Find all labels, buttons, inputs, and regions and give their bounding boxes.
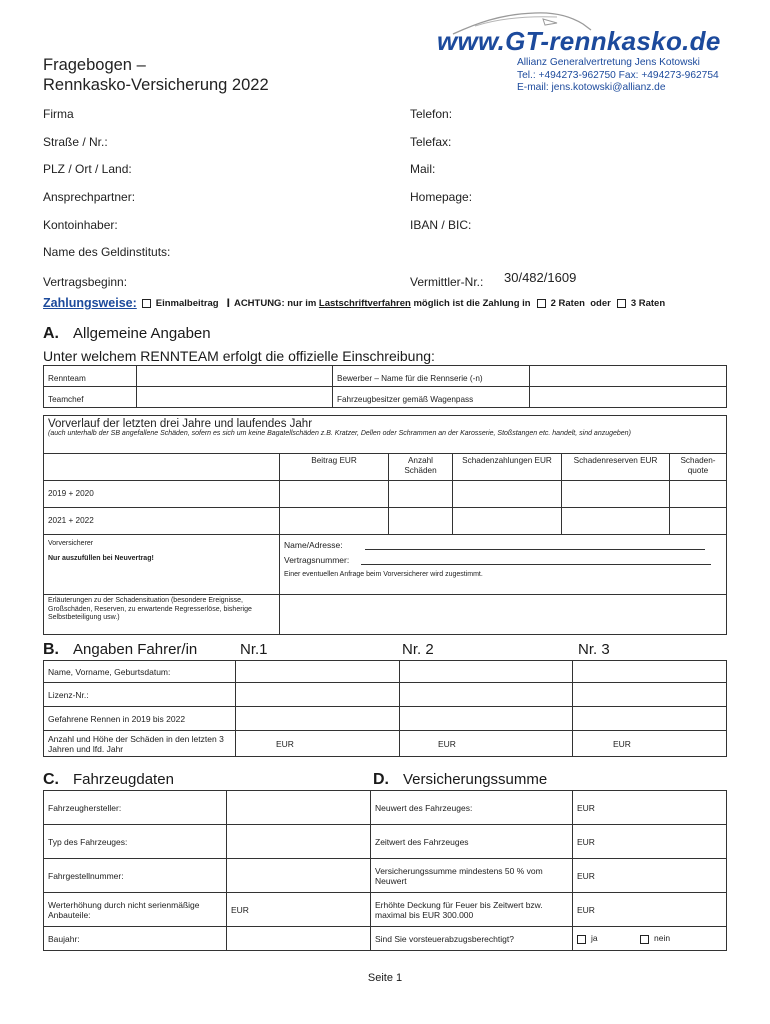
cell-input[interactable] [280,508,389,535]
fahrzeughersteller-label: Fahrzeughersteller: [44,791,227,825]
separator: I [226,296,230,310]
cell-input[interactable] [400,707,573,731]
section-b-letter: B. [43,641,59,658]
bewerber-input[interactable] [530,366,727,387]
cell-input[interactable] [227,927,371,951]
section-a-title: Allgemeine Angaben [73,325,211,342]
field-vermittler-label: Vermittler-Nr.: [410,275,484,289]
versicherungssumme-eur[interactable]: EUR [573,859,727,893]
zeitwert-eur[interactable]: EUR [573,825,727,859]
col-schadenzahlungen: Schadenzahlungen EUR [453,454,562,481]
option-3-raten: 3 Raten [630,297,666,309]
neuwert-eur[interactable]: EUR [573,791,727,825]
vorverlauf-header [44,416,727,454]
col-schadenquote: Schaden-quote [670,454,727,481]
field-mail[interactable]: Mail: [410,162,436,176]
section-d-heading [373,771,547,789]
contact-agency: Allianz Generalvertretung Jens Kotowski [517,57,700,68]
row-2019-2020: 2019 + 2020 [44,481,280,508]
vorverlauf-empty-head [44,454,280,481]
cell-input[interactable] [389,508,453,535]
rennteam-input[interactable] [137,366,333,387]
fahrer-rennen-label: Gefahrene Rennen in 2019 bis 2022 [44,707,236,731]
vorversicherer-details [280,535,727,595]
fahrer-table [43,660,727,757]
fahrzeugbesitzer-label: Fahrzeugbesitzer gemäß Wagenpass [333,387,530,408]
werterhoehung-label: Werterhöhung durch nicht serienmäßige Anbauteile: [44,893,227,927]
anfrage-note: Einer eventuellen Anfrage beim Vorversicherer wird zugestimmt. [284,571,483,578]
rennteam-label: Rennteam [44,366,137,387]
fahrer3-eur[interactable]: EUR [573,731,727,757]
name-adresse-label: Name/Adresse: [284,540,343,550]
section-a-heading [43,325,211,343]
vorversicherer-label: Vorversicherer [48,540,94,547]
cell-input[interactable] [236,683,400,707]
cell-input[interactable] [573,683,727,707]
field-ansprechpartner[interactable]: Ansprechpartner: [43,190,136,204]
brand-logo-text: www.GT-rennkasko.de [437,26,721,56]
field-iban-bic[interactable]: IBAN / BIC: [410,218,472,232]
cell-input[interactable] [236,661,400,683]
feuer-deckung-eur[interactable]: EUR [573,893,727,927]
cell-input[interactable] [227,791,371,825]
section-b-title: Angaben Fahrer/in [73,641,198,658]
col-anzahl: Anzahl Schäden [389,454,453,481]
oder-text: oder [590,297,611,309]
contact-email: E-mail: jens.kotowski@allianz.de [517,82,666,93]
page-footer: Seite 1 [367,972,403,984]
cell-input[interactable] [236,707,400,731]
section-c-letter: C. [43,771,59,788]
zeitwert-label: Zeitwert des Fahrzeuges [371,825,573,859]
contact-phone: Tel.: +494273-962750 Fax: +494273-962754 [517,69,719,81]
field-firma[interactable]: Firma [43,107,74,121]
driver-nr1: Nr.1 [240,641,268,658]
neuwert-label: Neuwert des Fahrzeuges: [371,791,573,825]
baujahr-label: Baujahr: [44,927,227,951]
field-geldinstitut[interactable]: Name des Geldinstituts: [43,245,171,259]
teamchef-label: Teamchef [44,387,137,408]
cell-input[interactable] [400,661,573,683]
row-2021-2022: 2021 + 2022 [44,508,280,535]
field-telefax[interactable]: Telefax: [410,135,452,149]
field-telefon[interactable]: Telefon: [410,107,453,121]
fahrzeug-table [43,790,727,951]
vorverlauf-title: Vorverlauf der letzten drei Jahre und laufendes Jahr [48,418,313,430]
fahrer1-eur[interactable]: EUR [236,731,400,757]
cell-input[interactable] [562,508,670,535]
checkbox-ja[interactable] [577,935,586,944]
bewerber-label: Bewerber – Name für die Rennserie (-n) [333,366,530,387]
neuvertrag-note: Nur auszufüllen bei Neuvertrag! [48,554,154,562]
vorversicherer-cell [44,535,280,595]
name-adresse-line[interactable] [365,549,705,550]
fahrer-lizenz-label: Lizenz-Nr.: [44,683,236,707]
feuer-deckung-label: Erhöhte Deckung für Feuer bis Zeitwert bzw. maximal bis EUR 300.000 [371,893,573,927]
moeglich-text: möglich ist die Zahlung in [413,297,531,309]
page-title [43,55,269,95]
cell-input[interactable] [453,508,562,535]
checkbox-2-raten[interactable] [537,299,546,308]
section-d-title: Versicherungssumme [403,771,548,788]
cell-input[interactable] [400,683,573,707]
versicherungssumme-label: Versicherungssumme mindestens 50 % vom Neuwert [371,859,573,893]
werterhoehung-eur[interactable]: EUR [227,893,371,927]
vorsteuer-label: Sind Sie vorsteuerabzugsberechtigt? [371,927,573,951]
option-einmalbeitrag: Einmalbeitrag [155,297,219,309]
checkbox-3-raten[interactable] [617,299,626,308]
field-kontoinhaber[interactable]: Kontoinhaber: [43,218,118,232]
fahrer-name-label: Name, Vorname, Geburtsdatum: [44,661,236,683]
vorverlauf-note: (auch unterhalb der SB angefallene Schäden, sofern es sich um keine Bagatellschäden z.B. Kratzer, Dellen oder Schrammen an der Karosserie, Stoßstangen etc. handelt, sind anzugeben) [48,430,631,437]
vertragsnummer-line[interactable] [361,564,711,565]
cell-input[interactable] [562,481,670,508]
teamchef-input[interactable] [137,387,333,408]
fahrzeugbesitzer-input[interactable] [530,387,727,408]
col-beitrag: Beitrag EUR [280,454,389,481]
driver-nr3: Nr. 3 [578,641,610,658]
cell-input[interactable] [573,661,727,683]
col-schadenreserven: Schadenreserven EUR [562,454,670,481]
vertragsnummer-label: Vertragsnummer: [284,555,350,565]
erlaeuterung-input[interactable] [280,595,727,635]
title-line-1: Fragebogen – [43,56,146,74]
zahlungsweise-label: Zahlungsweise: [43,296,137,310]
checkbox-einmalbeitrag[interactable] [142,299,151,308]
field-homepage[interactable]: Homepage: [410,190,473,204]
erlaeuterung-label: Erläuterungen zu der Schadensituation (besondere Ereignisse, Großschäden, Reserven, zu erwartende Regresserlöse, bisherige Selbstbeteiligung usw.) [44,595,280,635]
lastschrift-text: Lastschriftverfahren [318,297,411,309]
cell-input[interactable] [453,481,562,508]
fahrer2-eur[interactable]: EUR [400,731,573,757]
driver-nr2: Nr. 2 [402,641,434,658]
field-strasse[interactable]: Straße / Nr.: [43,135,108,149]
contact-block [517,57,719,95]
cell-input[interactable] [227,825,371,859]
field-plz-ort[interactable]: PLZ / Ort / Land: [43,162,132,176]
field-vertragsbeginn[interactable]: Vertragsbeginn: [43,275,128,289]
vorverlauf-table [43,415,727,635]
cell-input[interactable] [670,481,727,508]
option-2-raten: 2 Raten [550,297,585,309]
section-b-heading [43,641,197,659]
section-c-heading [43,771,174,789]
typ-label: Typ des Fahrzeuges: [44,825,227,859]
achtung-text: ACHTUNG: nur im [233,297,317,309]
rennteam-table [43,365,727,408]
checkbox-nein[interactable] [640,935,649,944]
cell-input[interactable] [670,508,727,535]
vorsteuer-options [573,927,727,951]
zahlungsweise-row [43,296,665,310]
cell-input[interactable] [573,707,727,731]
fahrgestell-label: Fahrgestellnummer: [44,859,227,893]
section-c-title: Fahrzeugdaten [73,771,174,788]
option-ja: ja [591,933,598,944]
cell-input[interactable] [389,481,453,508]
fahrer-schaeden-label: Anzahl und Höhe der Schäden in den letzten 3 Jahren und lfd. Jahr [44,731,236,757]
section-a-letter: A. [43,325,59,342]
option-nein: nein [654,933,671,944]
cell-input[interactable] [280,481,389,508]
title-line-2: Rennkasko-Versicherung 2022 [43,76,269,94]
cell-input[interactable] [227,859,371,893]
section-d-letter: D. [373,771,389,788]
vermittler-number: 30/482/1609 [504,270,577,285]
section-a-subtitle: Unter welchem RENNTEAM erfolgt die offizielle Einschreibung: [43,348,435,364]
